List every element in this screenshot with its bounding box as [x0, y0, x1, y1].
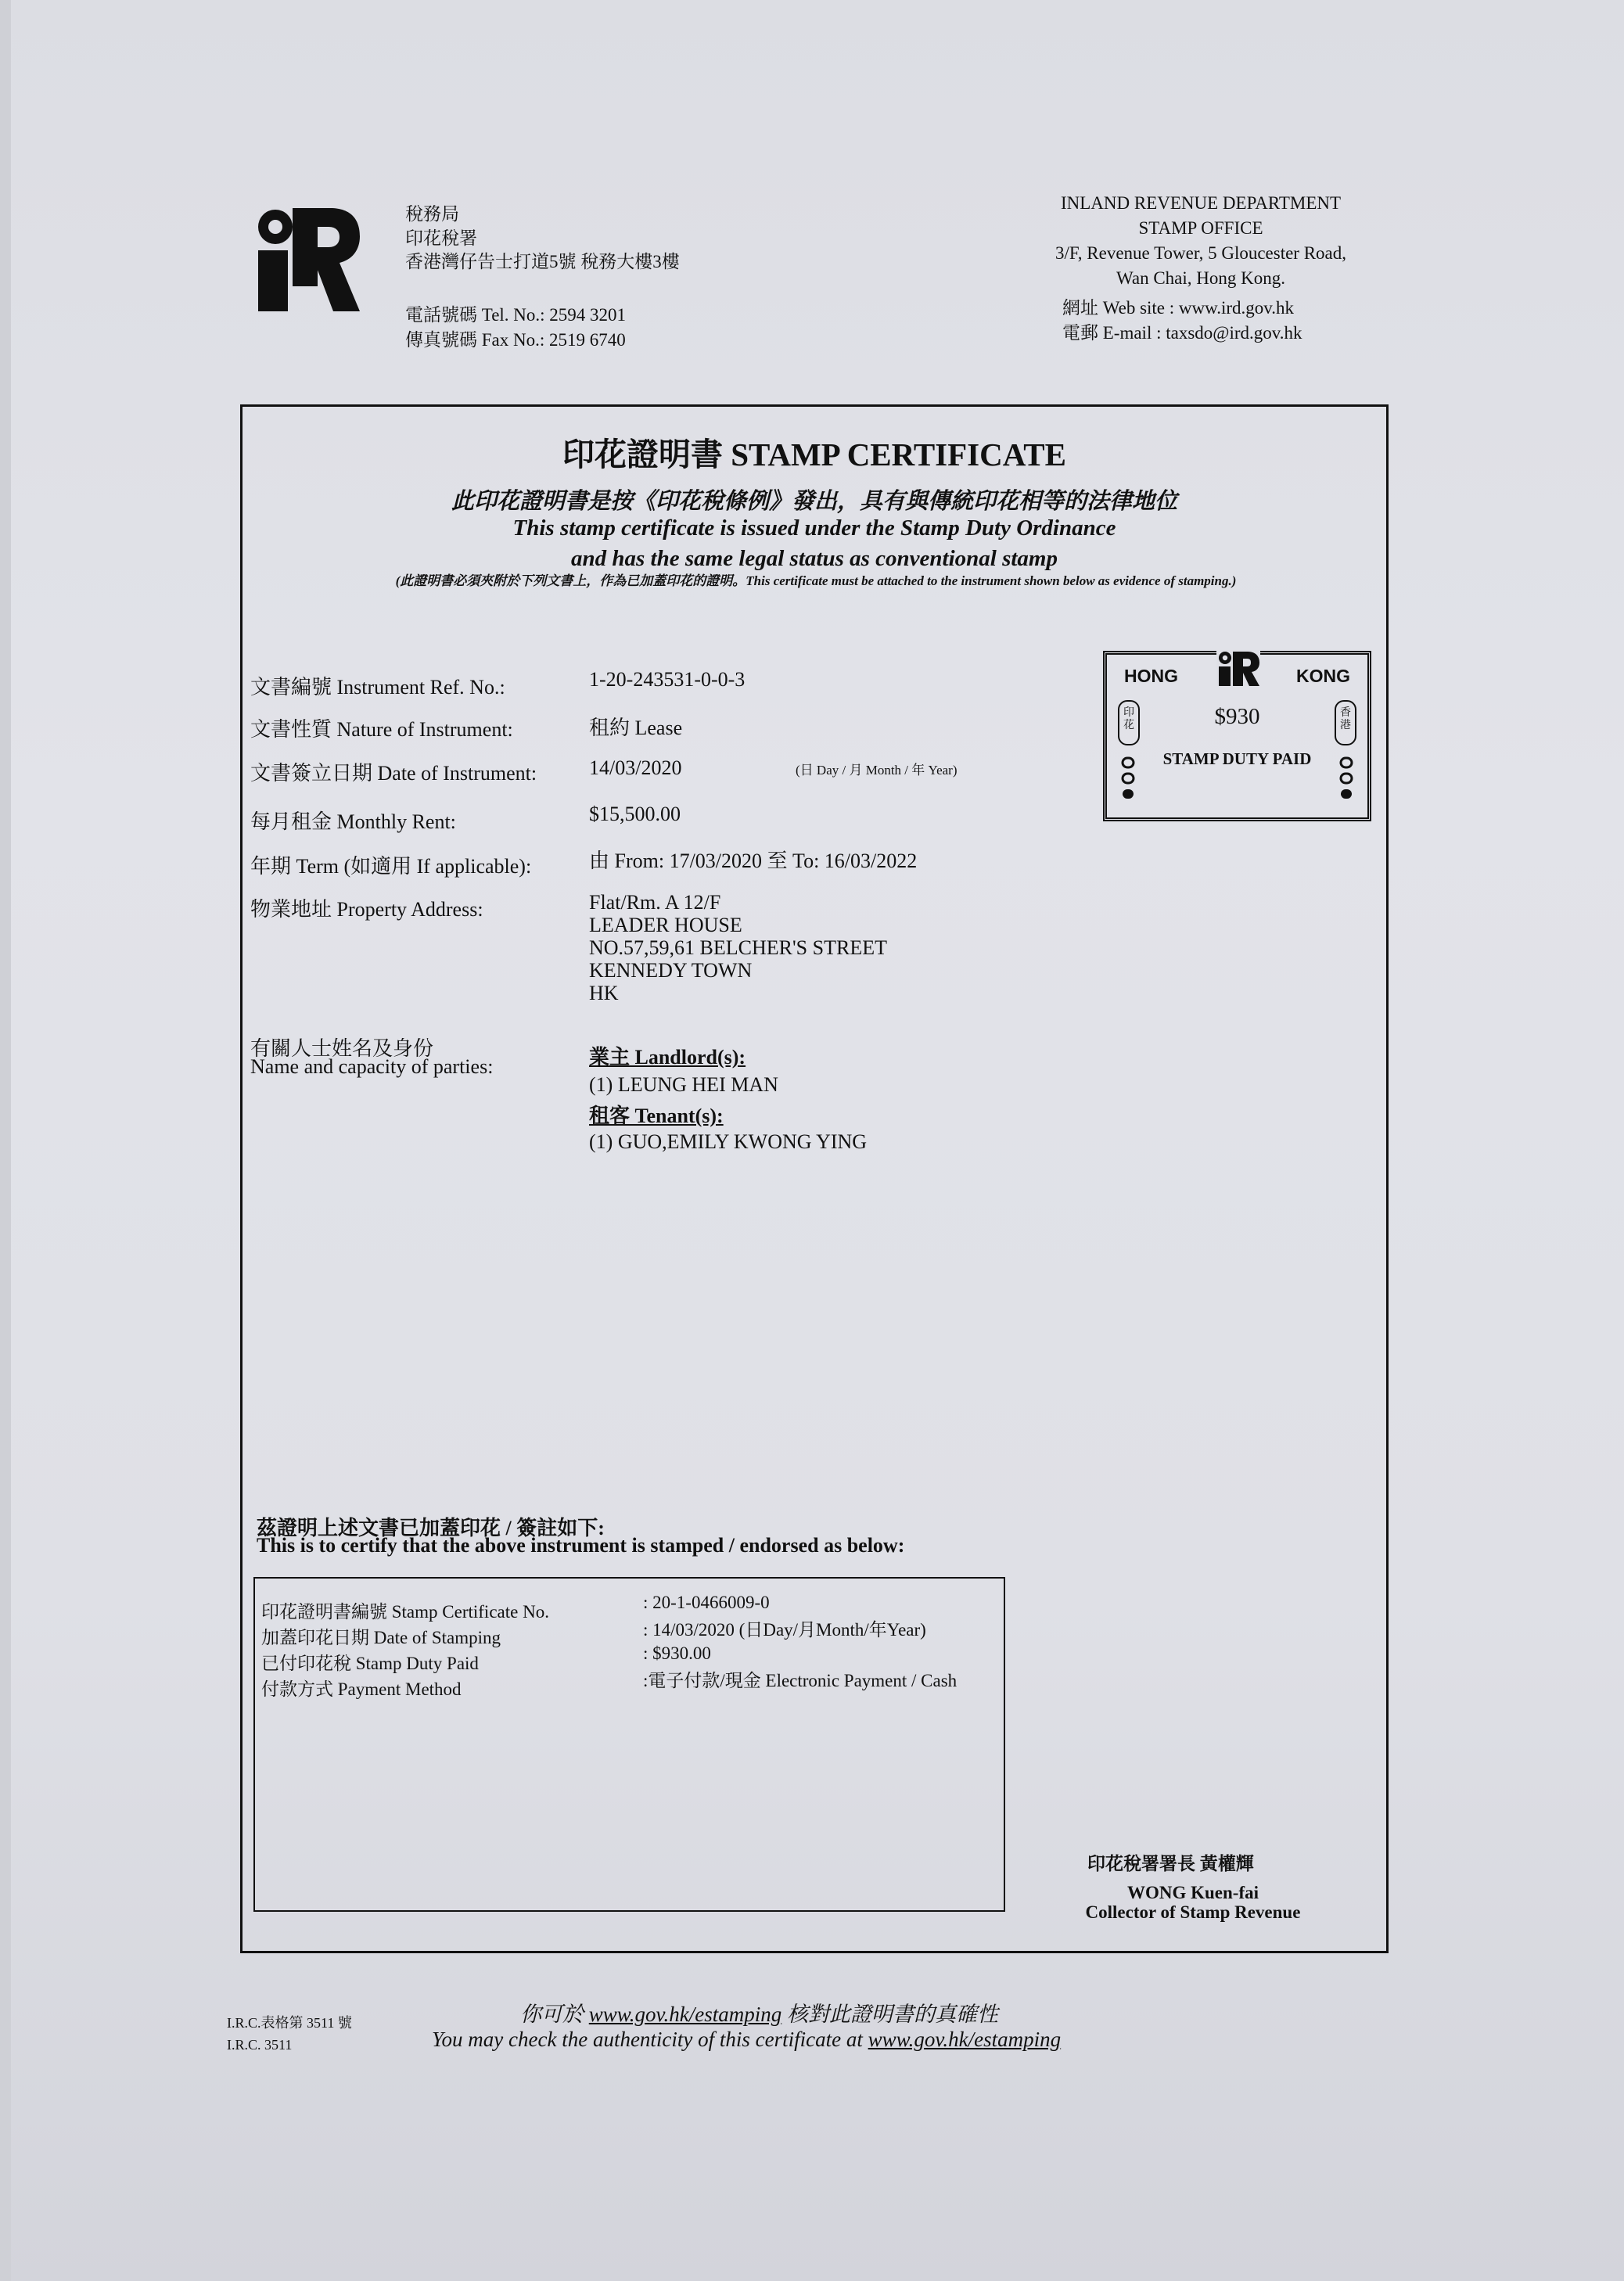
verify-en-prefix: You may check the authenticity of this certificate at: [432, 2028, 868, 2051]
header-email: 電郵 E-mail : taxsdo@ird.gov.hk: [1062, 323, 1302, 343]
landlord-heading: 業主 Landlord(s):: [589, 1046, 746, 1069]
header-cn-line-2: 印花稅署: [405, 228, 477, 248]
verify-line-cn: [520, 1997, 1302, 2028]
date-value: 14/03/2020: [589, 756, 682, 779]
verify-link-cn[interactable]: www.gov.hk/estamping: [588, 2003, 782, 2026]
verify-link-en[interactable]: www.gov.hk/estamping: [868, 2028, 1062, 2051]
rent-label: 每月租金 Monthly Rent:: [250, 810, 456, 833]
form-number-en: I.R.C. 3511: [227, 2037, 293, 2053]
payment-value: :電子付款/現金 Electronic Payment / Cash: [643, 1671, 958, 1690]
stamp-right-tag: 香港: [1335, 700, 1356, 745]
cert-no-label: 印花證明書編號 Stamp Certificate No.: [261, 1602, 549, 1622]
date-label: 文書簽立日期 Date of Instrument:: [250, 762, 537, 785]
header-en-line-1: INLAND REVENUE DEPARTMENT: [1060, 193, 1342, 213]
parties-label-cn: 有關人士姓名及身份: [250, 1037, 434, 1060]
subtitle-en-2: and has the same legal status as conventional stamp: [571, 546, 1058, 571]
header-cn-line-1: 稅務局: [405, 204, 459, 224]
term-label: 年期 Term (如適用 If applicable):: [250, 855, 532, 878]
verify-cn-suffix: 核對此證明書的真確性: [781, 2003, 998, 2026]
address-line: Flat/Rm. A 12/F: [589, 891, 721, 914]
header-cn-line-3: 香港灣仔告士打道5號 稅務大樓3樓: [405, 252, 680, 271]
rent-value: $15,500.00: [589, 803, 681, 825]
address-line: LEADER HOUSE: [589, 914, 742, 936]
header-website: 網址 Web site : www.ird.gov.hk: [1062, 298, 1295, 318]
verify-line-en: [432, 2028, 1214, 2052]
term-value: 由 From: 17/03/2020 至 To: 16/03/2022: [589, 850, 918, 872]
certify-heading-en: This is to certify that the above instrument is stamped / endorsed as below:: [257, 1534, 905, 1557]
header-fax: 傳真號碼 Fax No.: 2519 6740: [405, 330, 626, 350]
scroll-ornament-icon: [1338, 756, 1355, 803]
landlord-1: (1) LEUNG HEI MAN: [589, 1073, 778, 1096]
form-number-cn: I.R.C.表格第 3511 號: [227, 2015, 352, 2031]
collector-name: WONG Kuen-fai: [1126, 1883, 1259, 1902]
payment-label: 付款方式 Payment Method: [261, 1679, 462, 1699]
header-tel: 電話號碼 Tel. No.: 2594 3201: [405, 305, 627, 325]
scroll-ornament-icon: [1119, 756, 1137, 803]
subtitle-cn: 此印花證明書是按《印花稅條例》發出，具有與傳統印花相等的法律地位: [451, 489, 1177, 514]
certificate-title: 印花證明書 STAMP CERTIFICATE: [562, 436, 1066, 472]
duty-label: 已付印花稅 Stamp Duty Paid: [261, 1654, 479, 1673]
stamp-hong: HONG: [1124, 666, 1178, 686]
stamp-kong: KONG: [1296, 666, 1350, 686]
date-format-hint: (日 Day / 月 Month / 年 Year): [796, 763, 958, 778]
address-label: 物業地址 Property Address:: [250, 898, 483, 921]
tenant-heading: 租客 Tenant(s):: [589, 1105, 724, 1127]
collector-title: Collector of Stamp Revenue: [1085, 1902, 1301, 1922]
property-address: [589, 891, 887, 1004]
stamp-amount: $930: [1214, 704, 1260, 729]
parties-label-en: Name and capacity of parties:: [250, 1055, 494, 1078]
stamping-date-label: 加蓋印花日期 Date of Stamping: [261, 1628, 501, 1647]
tenant-1: (1) GUO,EMILY KWONG YING: [589, 1130, 868, 1153]
attachment-note: (此證明書必須夾附於下列文書上，作為已加蓋印花的證明。This certificate must be attached to the instrument shown below as evidence of stamping.): [395, 573, 1237, 588]
stamping-date-value: : 14/03/2020 (日Day/月Month/年Year): [643, 1620, 926, 1640]
stamp-duty-paid-stamp: [1103, 651, 1371, 821]
stamp-paid-label: STAMP DUTY PAID: [1162, 749, 1312, 768]
certify-heading-cn: 茲證明上述文書已加蓋印花 / 簽註如下:: [257, 1517, 605, 1539]
address-line: KENNEDY TOWN: [589, 959, 753, 982]
verify-cn-prefix: 你可於: [520, 2003, 589, 2026]
header-en-line-3: 3/F, Revenue Tower, 5 Gloucester Road,: [1055, 243, 1347, 263]
address-line: HK: [589, 982, 619, 1004]
cert-no-value: : 20-1-0466009-0: [643, 1593, 770, 1612]
collector-cn: 印花稅署署長 黃權輝: [1087, 1854, 1254, 1873]
nature-label: 文書性質 Nature of Instrument:: [250, 718, 513, 741]
address-line: NO.57,59,61 BELCHER'S STREET: [589, 936, 887, 959]
instrument-ref-value: 1-20-243531-0-0-3: [589, 668, 746, 691]
duty-value: : $930.00: [643, 1643, 711, 1663]
header-en-line-2: STAMP OFFICE: [1138, 218, 1263, 238]
instrument-ref-label: 文書編號 Instrument Ref. No.:: [250, 676, 505, 699]
stamp-left-tag: 印花: [1118, 700, 1140, 745]
stamp-ird-logo: [1216, 650, 1260, 686]
nature-value: 租約 Lease: [589, 717, 683, 739]
header-en-line-4: Wan Chai, Hong Kong.: [1116, 268, 1285, 288]
ird-logo: [252, 205, 360, 311]
subtitle-en-1: This stamp certificate is issued under the Stamp Duty Ordinance: [512, 515, 1116, 541]
